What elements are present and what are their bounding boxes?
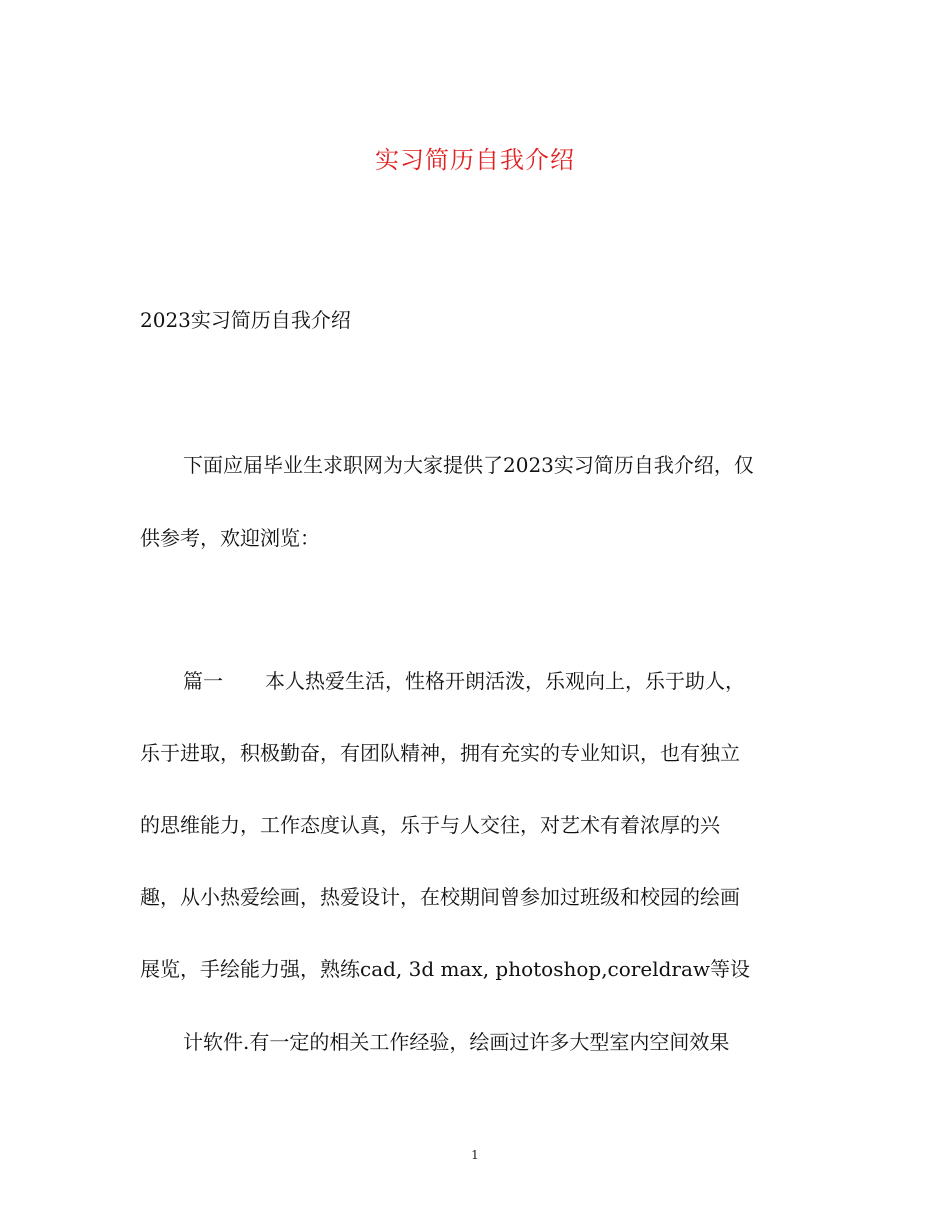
document-subtitle: 2023实习简历自我介绍 [140, 308, 351, 332]
document-title: 实习简历自我介绍 [375, 146, 575, 174]
section1-label: 篇一 [183, 669, 223, 693]
section1-line-1: 本人热爱生活，性格开朗活泼，乐观向上，乐于助人， [265, 669, 745, 693]
intro-line-2: 供参考，欢迎浏览： [140, 526, 320, 550]
intro-line-1: 下面应届毕业生求职网为大家提供了2023实习简历自我介绍，仅 [183, 453, 754, 477]
section1-line-3: 的思维能力，工作态度认真，乐于与人交往，对艺术有着浓厚的兴 [140, 813, 720, 837]
page-number: 1 [471, 1148, 479, 1162]
section1-line-5: 展览，手绘能力强，熟练cad, 3d max, photoshop,coreldraw等设 [140, 957, 750, 981]
section1-line-6: 计软件.有一定的相关工作经验，绘画过许多大型室内空间效果 [183, 1030, 730, 1054]
section1-first-line [183, 667, 745, 695]
section1-line-2: 乐于进取，积极勤奋，有团队精神，拥有充实的专业知识，也有独立 [140, 741, 740, 765]
section1-line-4: 趣，从小热爱绘画，热爱设计，在校期间曾参加过班级和校园的绘画 [140, 885, 740, 909]
